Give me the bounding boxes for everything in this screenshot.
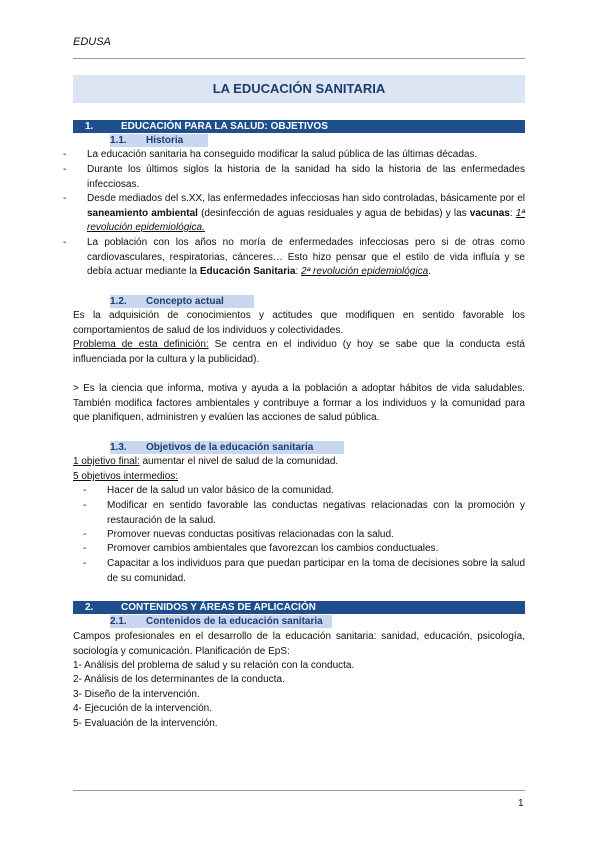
subsection-1-2-heading bbox=[110, 295, 254, 308]
section-number: 1. bbox=[85, 121, 94, 132]
page-number: 1 bbox=[518, 798, 524, 809]
subsection-title: Historia bbox=[146, 135, 184, 146]
list-item: - Capacitar a los individuos para que puedan participar en la toma de decisiones sobre la salud de su comunidad. bbox=[83, 558, 525, 584]
section-2-heading bbox=[73, 601, 525, 614]
list-item: - La población con los años no moría de enfermedades infecciosas pero si de otras como cardiovasculares, respiratorias, cánceres… Esto hizo pensar que el estilo de vida influía y se debía actuar mediante la Educación Sanitaria: 2ª revolución epidemiológica. bbox=[63, 237, 525, 277]
paragraph: 1 objetivo final: aumentar el nivel de salud de la comunidad. bbox=[73, 456, 339, 467]
list-item: - Durante los últimos siglos la historia de la sanidad ha sido la historia de las enfermedades infecciosas. bbox=[63, 164, 525, 190]
list-item: - Promover cambios ambientales que favorezcan los cambios conductuales. bbox=[83, 543, 439, 554]
section-title: CONTENIDOS Y ÁREAS DE APLICACIÓN bbox=[121, 602, 316, 613]
list-item: 5- Evaluación de la intervención. bbox=[73, 718, 218, 729]
section-title: EDUCACIÓN PARA LA SALUD: OBJETIVOS bbox=[121, 121, 328, 132]
list-item: 2- Análisis de los determinantes de la conducta. bbox=[73, 674, 285, 685]
list-item: - Modificar en sentido favorable las conductas negativas relacionadas con la promoción y restauración de la salud. bbox=[83, 500, 525, 526]
subsection-title: Contenidos de la educación sanitaria bbox=[146, 616, 323, 627]
list-item: - Hacer de la salud un valor básico de la comunidad. bbox=[83, 485, 334, 496]
subsection-number: 2.1. bbox=[110, 616, 127, 627]
paragraph: Problema de esta definición: Se centra en el individuo (y hoy se sabe que la conducta está influenciada por la cultura y la publicidad). bbox=[73, 339, 525, 365]
subsection-1-3-heading bbox=[110, 441, 344, 454]
subsection-1-1-heading bbox=[110, 134, 208, 147]
paragraph: > Es la ciencia que informa, motiva y ayuda a la población a adoptar hábitos de vida saludables. También modifica factores ambientales y contribuye a formar a los individuos y la comunidad para que planifiquen, administren y evalúen las acciones de salud pública. bbox=[73, 383, 525, 423]
list-item: 1- Análisis del problema de salud y su relación con la conducta. bbox=[73, 660, 355, 671]
epidemiological-revolution-1: 1ª revolución epidemiológica. bbox=[87, 207, 526, 233]
footer-divider bbox=[73, 790, 525, 791]
paragraph: 5 objetivos intermedios: bbox=[73, 471, 179, 482]
epidemiological-revolution-2: 2ª revolución epidemiológica bbox=[301, 266, 429, 277]
list-item: 3- Diseño de la intervención. bbox=[73, 689, 200, 700]
list-item: - La educación sanitaria ha conseguido modificar la salud pública de las últimas décadas. bbox=[63, 149, 478, 160]
section-number: 2. bbox=[85, 602, 94, 613]
section-1-heading bbox=[73, 120, 525, 133]
header-divider bbox=[73, 58, 525, 59]
subsection-number: 1.1. bbox=[110, 135, 127, 146]
paragraph: Campos profesionales en el desarrollo de la educación sanitaria: sanidad, educación, psicología, sociología y comunicación. Planificación de EpS: bbox=[73, 631, 525, 657]
page-title: LA EDUCACIÓN SANITARIA bbox=[73, 75, 525, 103]
list-item: - Desde mediados del s.XX, las enfermedades infecciosas han sido controladas, básicamente por el saneamiento ambiental (desinfección de aguas residuales y agua de bebidas) y las vacunas: 1ª revolución epidemiológica. bbox=[63, 193, 526, 233]
list-item: 4- Ejecución de la intervención. bbox=[73, 703, 212, 714]
list-item: - Promover nuevas conductas positivas relacionadas con la salud. bbox=[83, 529, 394, 540]
subsection-number: 1.3. bbox=[110, 442, 127, 453]
subsection-title: Concepto actual bbox=[146, 296, 224, 307]
subsection-number: 1.2. bbox=[110, 296, 127, 307]
subsection-2-1-heading bbox=[110, 615, 332, 628]
paragraph: Es la adquisición de conocimientos y actitudes que modifiquen en sentido favorable los comportamientos de salud de los individuos y colectividades. bbox=[73, 310, 525, 336]
subsection-title: Objetivos de la educación sanitaria bbox=[146, 442, 314, 453]
header-org: EDUSA bbox=[73, 36, 111, 48]
